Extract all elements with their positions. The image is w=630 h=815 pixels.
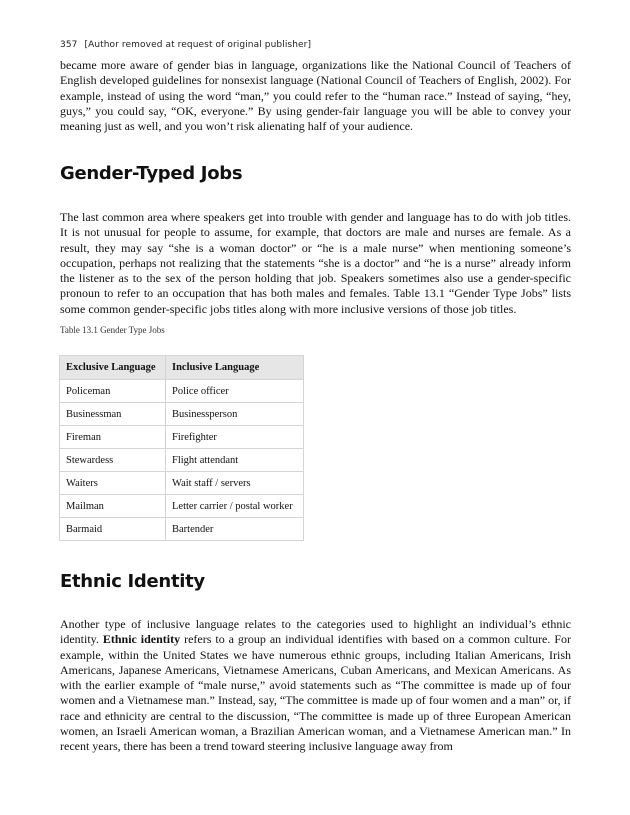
running-header — [60, 40, 311, 50]
paragraph-ethnic-identity — [60, 617, 571, 755]
exclusive-term: Businessman — [60, 403, 166, 426]
table-row — [60, 518, 304, 541]
section-title-gender-typed-jobs: Gender-Typed Jobs — [60, 163, 243, 184]
table-row — [60, 449, 304, 472]
table-row — [60, 472, 304, 495]
gender-type-jobs-table — [59, 355, 304, 541]
paragraph-rest: refers to a group an individual identifies with based on a common culture. For example, within the United States we have numerous ethnic groups, including Italian Americans, Irish Americans, Japanese Americans, Vietnamese Americans, Cuban Americans, and Mexican Americans. As with the earlier example of “male nurse,” avoid statements such as “The committee is made up of four women and a Vietnamese man.” Instead, say, “The committee is made up of four women and a man” or, if race and ethnicity are central to the discussion, “The committee is made up of three European American women, an Israeli American woman, a Brazilian American woman, and a Vietnamese American man.” In recent years, there has been a trend toward steering inclusive language away from — [60, 632, 572, 754]
exclusive-term: Waiters — [60, 472, 166, 495]
section-title-ethnic-identity: Ethnic Identity — [60, 571, 205, 592]
table-row — [60, 495, 304, 518]
paragraph-lead: Another type of inclusive language relates to the categories used to highlight an individual’s ethnic identity. — [60, 617, 571, 647]
page-number: 357 — [60, 40, 78, 50]
table-row — [60, 380, 304, 403]
exclusive-term: Barmaid — [60, 518, 166, 541]
inclusive-term: Letter carrier / postal worker — [166, 495, 304, 518]
running-title: [Author removed at request of original publisher] — [84, 40, 312, 50]
key-term-ethnic-identity: Ethnic identity — [102, 632, 181, 647]
exclusive-term: Mailman — [60, 495, 166, 518]
inclusive-term: Police officer — [166, 380, 304, 403]
exclusive-term: Policeman — [60, 380, 166, 403]
exclusive-term: Fireman — [60, 426, 166, 449]
exclusive-term: Stewardess — [60, 449, 166, 472]
inclusive-term: Firefighter — [166, 426, 304, 449]
table-row — [60, 403, 304, 426]
column-header-inclusive: Inclusive Language — [166, 356, 304, 380]
table-row — [60, 426, 304, 449]
inclusive-term: Flight attendant — [166, 449, 304, 472]
paragraph-job-titles: The last common area where speakers get into trouble with gender and language has to do with job titles. It is not unusual for people to assume, for example, that doctors are male and nurses are female. As a result, they may say “she is a woman doctor” or “he is a male nurse” when mentioning someone’s occupation, perhaps not realizing that the statements “she is a doctor” and “he is a nurse” already inform the listener as to the sex of the person holding that job. Speakers sometimes also use a gender-specific pronoun to refer to an occupation that has both males and females. Table 13.1 “Gender Type Jobs” lists some common gender-specific jobs titles along with more inclusive versions of those job titles. — [60, 210, 571, 316]
column-header-exclusive: Exclusive Language — [60, 356, 166, 380]
table-caption: Table 13.1 Gender Type Jobs — [60, 325, 165, 335]
table-header-row — [60, 356, 304, 380]
inclusive-term: Bartender — [166, 518, 304, 541]
paragraph-intro: became more aware of gender bias in language, organizations like the National Council of Teachers of English developed guidelines for nonsexist language (National Council of Teachers of English, 2002). For example, instead of using the word “man,” you could refer to the “human race.” Instead of saying, “hey, guys,” you could say, “OK, everyone.” By using gender-fair language you will be able to convey your meaning just as well, and you won’t risk alienating half of your audience. — [60, 58, 571, 134]
inclusive-term: Businessperson — [166, 403, 304, 426]
inclusive-term: Wait staff / servers — [166, 472, 304, 495]
